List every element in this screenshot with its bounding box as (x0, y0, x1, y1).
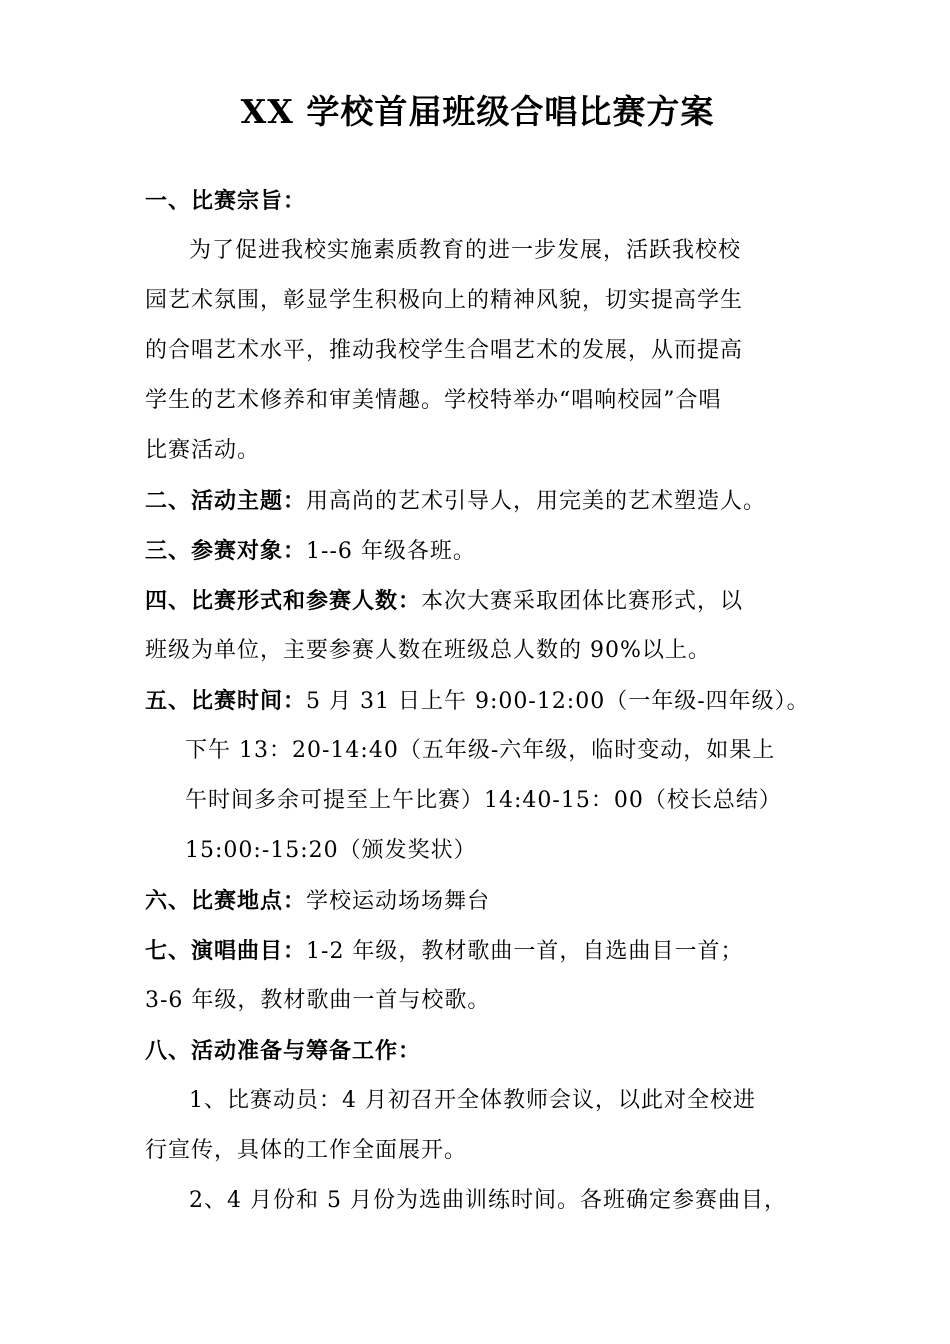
section-6-heading: 六、比赛地点： (145, 888, 307, 914)
section-6-text: 学校运动场场舞台 (306, 889, 491, 914)
section-8-heading: 八、活动准备与筹备工作： (145, 1038, 422, 1064)
section-5 (145, 676, 810, 726)
document-page (145, 88, 810, 1226)
section-5-text: 5 月 31 日上午 9:00-12:00（一年级-四年级）。 (306, 689, 810, 714)
document-title: XX 学校首届班级合唱比赛方案 (240, 92, 715, 131)
section-3-text: 1--6 年级各班。 (306, 539, 476, 564)
section-5-text-line: 下午 13：20-14:40（五年级-六年级，临时变动，如果上 (185, 738, 776, 763)
section-4 (145, 576, 810, 626)
section-6 (145, 876, 810, 926)
section-4-text: 本次大赛采取团体比赛形式，以 (421, 589, 744, 614)
section-3 (145, 526, 810, 576)
section-2 (145, 476, 810, 526)
section-5-text-line: 午时间多余可提至上午比赛）14:40-15：00（校长总结） (185, 788, 782, 813)
section-1-paragraph-line: 学生的艺术修养和审美情趣。学校特举办“唱响校园”合唱 (145, 388, 722, 413)
section-3-heading: 三、参赛对象： (145, 538, 307, 564)
section-5-text-line: 15:00:-15:20（颁发奖状） (185, 838, 477, 863)
section-1-paragraph-line: 比赛活动。 (145, 438, 261, 463)
section-2-text: 用高尚的艺术引导人，用完美的艺术塑造人。 (306, 489, 767, 514)
section-8-item-line: 1、比赛动员：4 月初召开全体教师会议，以此对全校进 (189, 1088, 756, 1113)
section-1-heading: 一、比赛宗旨： (145, 188, 307, 214)
section-1-paragraph-line: 为了促进我校实施素质教育的进一步发展，活跃我校校 (189, 238, 742, 263)
section-7 (145, 926, 810, 976)
section-4-text-line: 班级为单位，主要参赛人数在班级总人数的 90%以上。 (145, 638, 711, 663)
section-4-heading: 四、比赛形式和参赛人数： (145, 588, 422, 614)
section-8-item-line: 2、4 月份和 5 月份为选曲训练时间。各班确定参赛曲目， (189, 1188, 787, 1213)
section-7-text: 1-2 年级，教材歌曲一首，自选曲目一首； (306, 939, 744, 964)
section-7-text-line: 3-6 年级，教材歌曲一首与校歌。 (145, 988, 491, 1013)
section-1-paragraph-line: 园艺术氛围，彰显学生积极向上的精神风貌，切实提高学生 (145, 288, 744, 313)
section-1-paragraph-line: 的合唱艺术水平，推动我校学生合唱艺术的发展，从而提高 (145, 338, 744, 363)
section-2-heading: 二、活动主题： (145, 488, 307, 514)
section-5-heading: 五、比赛时间： (145, 688, 307, 714)
section-7-heading: 七、演唱曲目： (145, 938, 307, 964)
section-8-item-line: 行宣传，具体的工作全面展开。 (145, 1138, 468, 1163)
